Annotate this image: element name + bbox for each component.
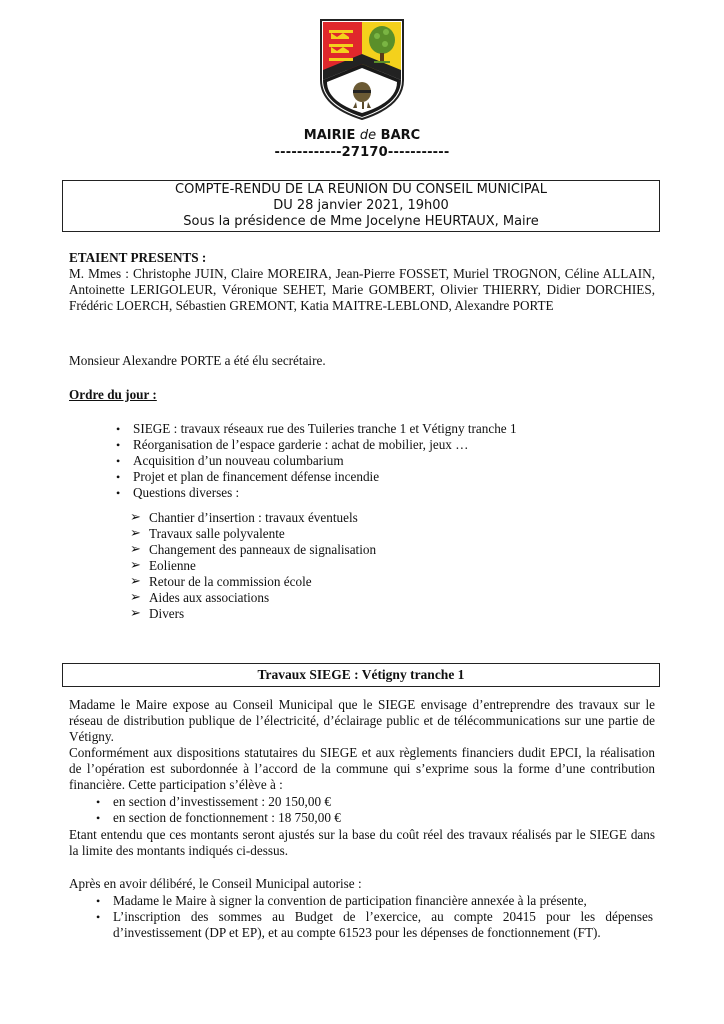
ordre-items xyxy=(116,421,653,501)
mairie-prefix: MAIRIE xyxy=(303,128,360,143)
ordre-heading-text: Ordre du jour : xyxy=(69,387,157,402)
section-para-4: Après en avoir délibéré, le Conseil Municipal autorise : xyxy=(69,876,362,891)
questions-diverses-list xyxy=(130,509,649,622)
ordre-heading xyxy=(69,387,655,403)
list-item: • en section d’investissement : 20 150,00 € xyxy=(96,794,331,809)
section-para-1: Madame le Maire expose au Conseil Municipal que le SIEGE envisage d’entreprendre des travaux sur le réseau de distribution publique de l’électricité, d’éclairage public et de télécommunications sur une partie de Vétigny. xyxy=(69,697,655,744)
mairie-de: de xyxy=(359,128,377,143)
list-item: • en section de fonctionnement : 18 750,00 € xyxy=(96,810,341,825)
section-title-box xyxy=(62,663,660,687)
amount-items xyxy=(96,794,653,826)
list-item: ➢ Retour de la commission école xyxy=(130,573,312,589)
authorisation-items xyxy=(96,893,653,941)
amounts-list xyxy=(96,794,653,826)
mairie-title xyxy=(0,128,724,143)
list-item: ➢ Eolienne xyxy=(130,557,196,573)
list-item: • Madame le Maire à signer la convention de participation financière annexée à la présente, xyxy=(96,893,587,908)
coat-of-arms-logo xyxy=(319,18,405,121)
postal-code: ------------27170----------- xyxy=(274,145,450,160)
arrow-icon: ➢ xyxy=(130,541,141,556)
list-item: • Projet et plan de financement défense incendie xyxy=(116,469,380,484)
list-item: ➢ Aides aux associations xyxy=(130,589,270,605)
list-item: • L’inscription des sommes au Budget de l’exercice, au compte 20415 pour les dépenses d’investissement (DP et EP), et au compte 61523 pour les dépenses de fonctionnement (FT). xyxy=(96,909,653,940)
list-item: ➢ Chantier d’insertion : travaux éventuels xyxy=(130,509,358,525)
list-item: ➢ Divers xyxy=(130,605,185,621)
arrow-icon: ➢ xyxy=(130,509,141,524)
list-item: ➢ Travaux salle polyvalente xyxy=(130,525,285,541)
wheat-sheaf-icon xyxy=(353,82,371,109)
list-item: • Réorganisation de l’espace garderie : achat de mobilier, jeux … xyxy=(116,437,469,452)
report-presidence: Sous la présidence de Mme Jocelyne HEURTAUX, Maire xyxy=(183,214,539,229)
section-title: Travaux SIEGE : Vétigny tranche 1 xyxy=(257,667,465,682)
list-item: ➢ Changement des panneaux de signalisation xyxy=(130,541,377,557)
section-para-2: Conformément aux dispositions statutaires du SIEGE et aux règlements financiers dudit EPCI, la réalisation de l’opération est subordonnée à l’accord de la commune qui s’exprime sous la forme d’une contribution financière. Cette participation s’élève à : xyxy=(69,745,655,792)
authorisations-list xyxy=(96,893,653,941)
report-date: DU 28 janvier 2021, 19h00 xyxy=(273,198,449,213)
presents-list: M. Mmes : Christophe JUIN, Claire MOREIRA, Jean-Pierre FOSSET, Muriel TROGNON, Céline ALLAIN, Antoinette LERIGOLEUR, Véronique SEHET, Marie GOMBERT, Olivier THIERRY, Didier DORCHIES, Frédéric LOERCH, Sébastien GREMONT, Katia MAITRE-LEBLOND, Alexandre PORTE xyxy=(69,266,655,313)
arrow-icon: ➢ xyxy=(130,525,141,540)
ordre-list xyxy=(116,421,653,501)
list-item: • Acquisition d’un nouveau columbarium xyxy=(116,453,344,468)
list-item: • Questions diverses : xyxy=(116,485,240,500)
mairie-suffix: BARC xyxy=(376,128,421,143)
presents-section xyxy=(69,250,655,314)
arrow-icon: ➢ xyxy=(130,573,141,588)
list-item: • SIEGE : travaux réseaux rue des Tuileries tranche 1 et Vétigny tranche 1 xyxy=(116,421,517,436)
report-title: COMPTE-RENDU DE LA REUNION DU CONSEIL MUNICIPAL xyxy=(175,182,547,197)
arrow-icon: ➢ xyxy=(130,605,141,620)
arrow-icon: ➢ xyxy=(130,557,141,572)
sub-items xyxy=(130,509,649,622)
arrow-icon: ➢ xyxy=(130,589,141,604)
report-title-box xyxy=(62,180,660,232)
section-para-3: Etant entendu que ces montants seront ajustés sur la base du coût réel des travaux réalisés par le SIEGE dans la limite des montants indiqués ci-dessus. xyxy=(69,827,655,858)
presents-heading: ETAIENT PRESENTS : xyxy=(69,250,207,265)
secretaire-line: Monsieur Alexandre PORTE a été élu secrétaire. xyxy=(69,353,326,368)
